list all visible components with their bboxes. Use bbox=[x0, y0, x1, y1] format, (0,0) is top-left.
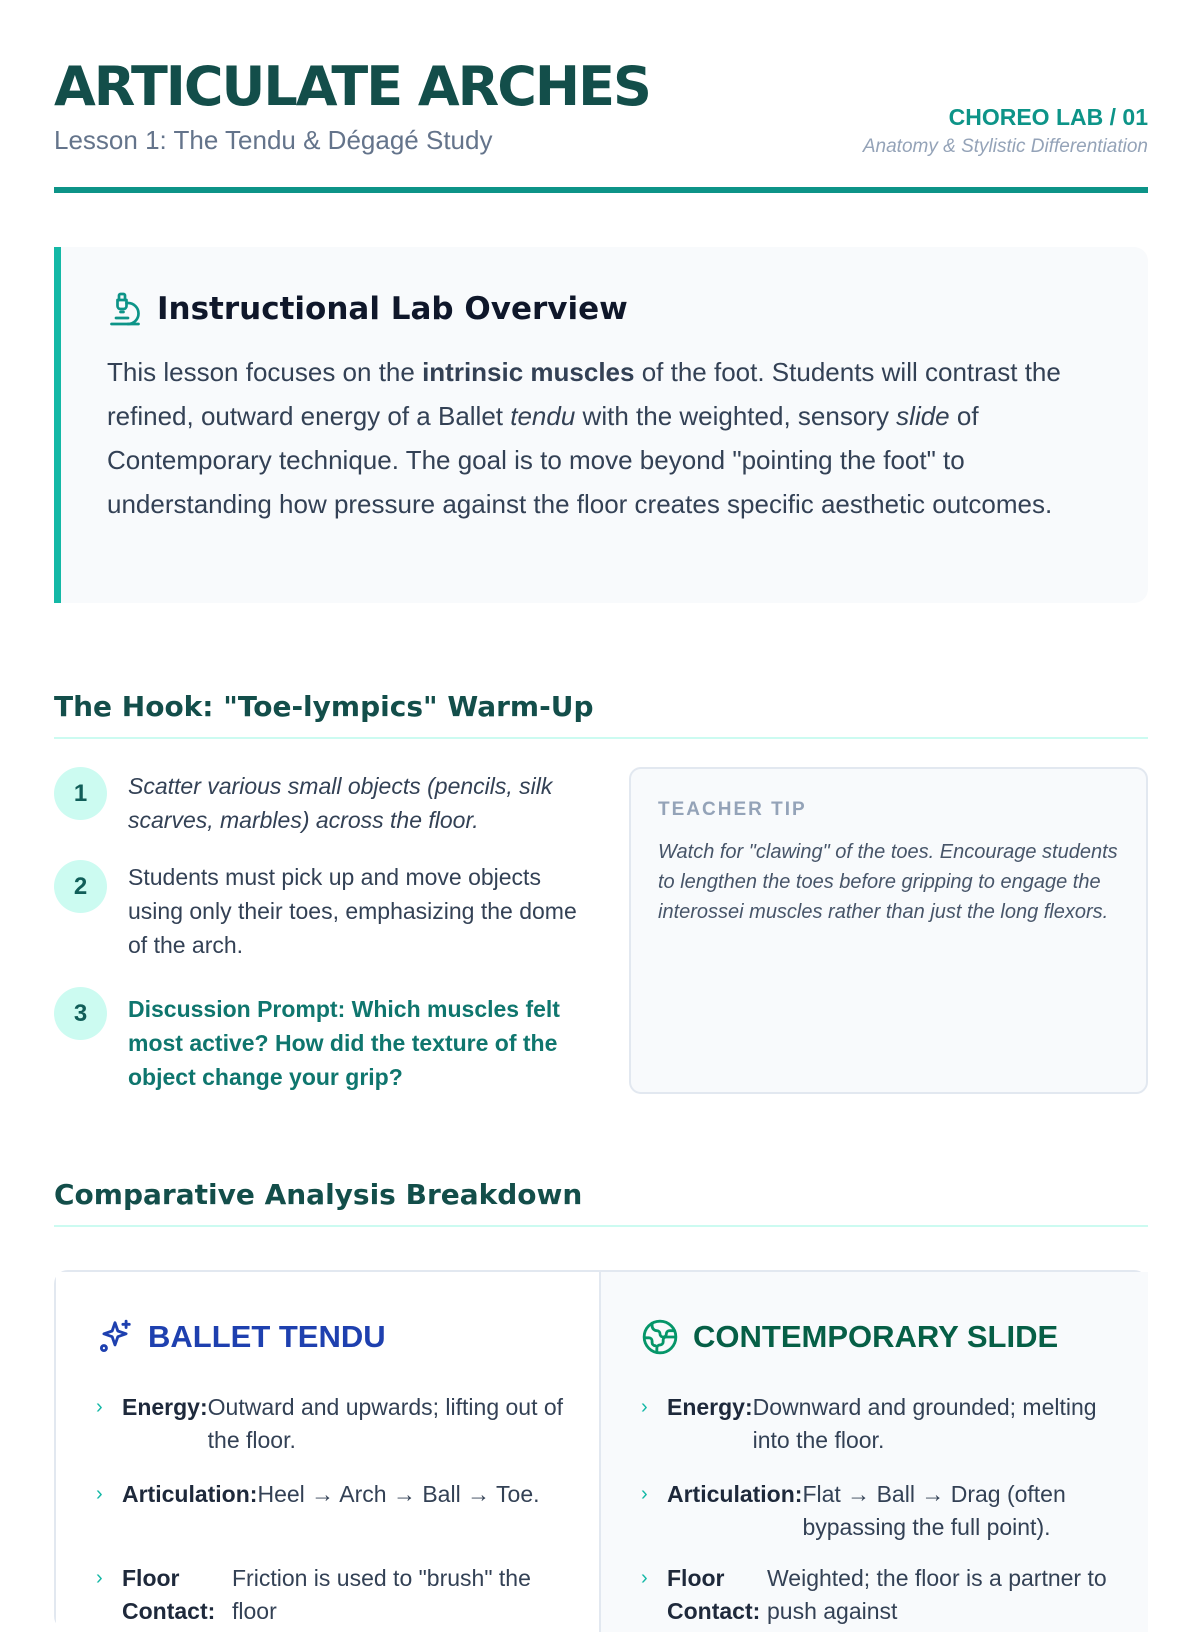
ballet-column bbox=[56, 1272, 601, 1632]
overview-title: Instructional Lab Overview bbox=[157, 291, 628, 327]
item-label: Articulation: bbox=[667, 1481, 803, 1507]
overview-card bbox=[54, 247, 1148, 603]
list-item bbox=[96, 1562, 566, 1628]
step-number: 2 bbox=[54, 860, 107, 913]
ballet-heading bbox=[96, 1318, 386, 1356]
overview-text: of the foot. Students will contrast the refined, outward energy of a Ballet bbox=[107, 357, 1061, 431]
contemporary-column bbox=[601, 1272, 1148, 1632]
overview-term-slide: slide bbox=[896, 401, 950, 431]
lesson-subtitle: Lesson 1: The Tendu & Dégagé Study bbox=[54, 125, 493, 155]
analysis-section-title: Comparative Analysis Breakdown bbox=[54, 1178, 583, 1211]
step-number: 1 bbox=[54, 767, 107, 820]
overview-text: with the weighted, sensory bbox=[575, 401, 897, 431]
chevron-right-icon: › bbox=[96, 1483, 103, 1505]
list-item bbox=[96, 1478, 566, 1511]
teacher-tip-body: Watch for "clawing" of the toes. Encourage students to lengthen the toes before gripping to engage the interossei muscles rather than just the long flexors. bbox=[658, 841, 1118, 923]
list-item bbox=[641, 1391, 1111, 1457]
analysis-section-divider bbox=[54, 1225, 1148, 1227]
overview-text: of Contemporary technique. The goal is to move beyond "pointing the foot" to understanding how pressure against the floor creates specific aesthetic outcomes. bbox=[107, 401, 1053, 519]
overview-emphasis: intrinsic muscles bbox=[422, 357, 635, 387]
item-label: Floor Contact: bbox=[667, 1565, 761, 1624]
chevron-right-icon: › bbox=[96, 1567, 103, 1589]
teacher-tip-card bbox=[629, 767, 1148, 1094]
chevron-right-icon: › bbox=[641, 1396, 648, 1418]
item-value: Weighted; the floor is a partner to push against bbox=[767, 1565, 1107, 1624]
hook-section-title: The Hook: "Toe-lympics" Warm-Up bbox=[54, 690, 594, 723]
comparison-table bbox=[54, 1270, 1148, 1630]
overview-text: This lesson focuses on the bbox=[107, 357, 423, 387]
teacher-tip-label: TEACHER TIP bbox=[658, 799, 807, 820]
page-header bbox=[54, 50, 1148, 190]
ballet-title: BALLET TENDU bbox=[148, 1319, 386, 1354]
item-value: Downward and grounded; melting into the floor. bbox=[752, 1394, 1097, 1453]
list-item bbox=[641, 1562, 1111, 1628]
item-label: Floor Contact: bbox=[122, 1565, 216, 1624]
item-label: Energy: bbox=[667, 1394, 753, 1420]
overview-term-tendu: tendu bbox=[510, 401, 576, 431]
item-value: Friction is used to "brush" the floor bbox=[232, 1565, 531, 1624]
contemporary-title: CONTEMPORARY SLIDE bbox=[693, 1319, 1059, 1354]
discussion-prompt: Discussion Prompt: Which muscles felt most active? How did the texture of the object change your grip? bbox=[128, 996, 560, 1090]
chevron-right-icon: › bbox=[96, 1396, 103, 1418]
lab-description: Anatomy & Stylistic Differentiation bbox=[862, 136, 1148, 157]
sparkles-icon bbox=[96, 1318, 134, 1356]
item-label: Articulation: bbox=[122, 1481, 258, 1507]
item-value: Outward and upwards; lifting out of the floor. bbox=[207, 1394, 564, 1453]
step-text: Students must pick up and move objects using only their toes, emphasizing the dome of the arch. bbox=[128, 864, 577, 958]
step-text: Scatter various small objects (pencils, silk scarves, marbles) across the floor. bbox=[128, 773, 553, 833]
list-item bbox=[96, 1391, 566, 1457]
overview-heading bbox=[107, 291, 628, 327]
globe-icon bbox=[641, 1318, 679, 1356]
lab-code: CHOREO LAB / 01 bbox=[948, 104, 1148, 130]
hook-section-divider bbox=[54, 737, 1148, 739]
overview-body bbox=[107, 350, 1107, 526]
item-label: Energy: bbox=[122, 1394, 208, 1420]
header-divider bbox=[54, 187, 1148, 193]
microscope-icon bbox=[107, 291, 143, 327]
item-value: Flat → Ball → Drag (often bypassing the full point). bbox=[802, 1481, 1066, 1540]
chevron-right-icon: › bbox=[641, 1483, 648, 1505]
item-value: Heel → Arch → Ball → Toe. bbox=[257, 1481, 540, 1507]
contemporary-heading bbox=[641, 1318, 1058, 1356]
list-item bbox=[641, 1478, 1111, 1544]
chevron-right-icon: › bbox=[641, 1567, 648, 1589]
page-title: ARTICULATE ARCHES bbox=[54, 55, 650, 118]
step-number: 3 bbox=[54, 987, 107, 1040]
